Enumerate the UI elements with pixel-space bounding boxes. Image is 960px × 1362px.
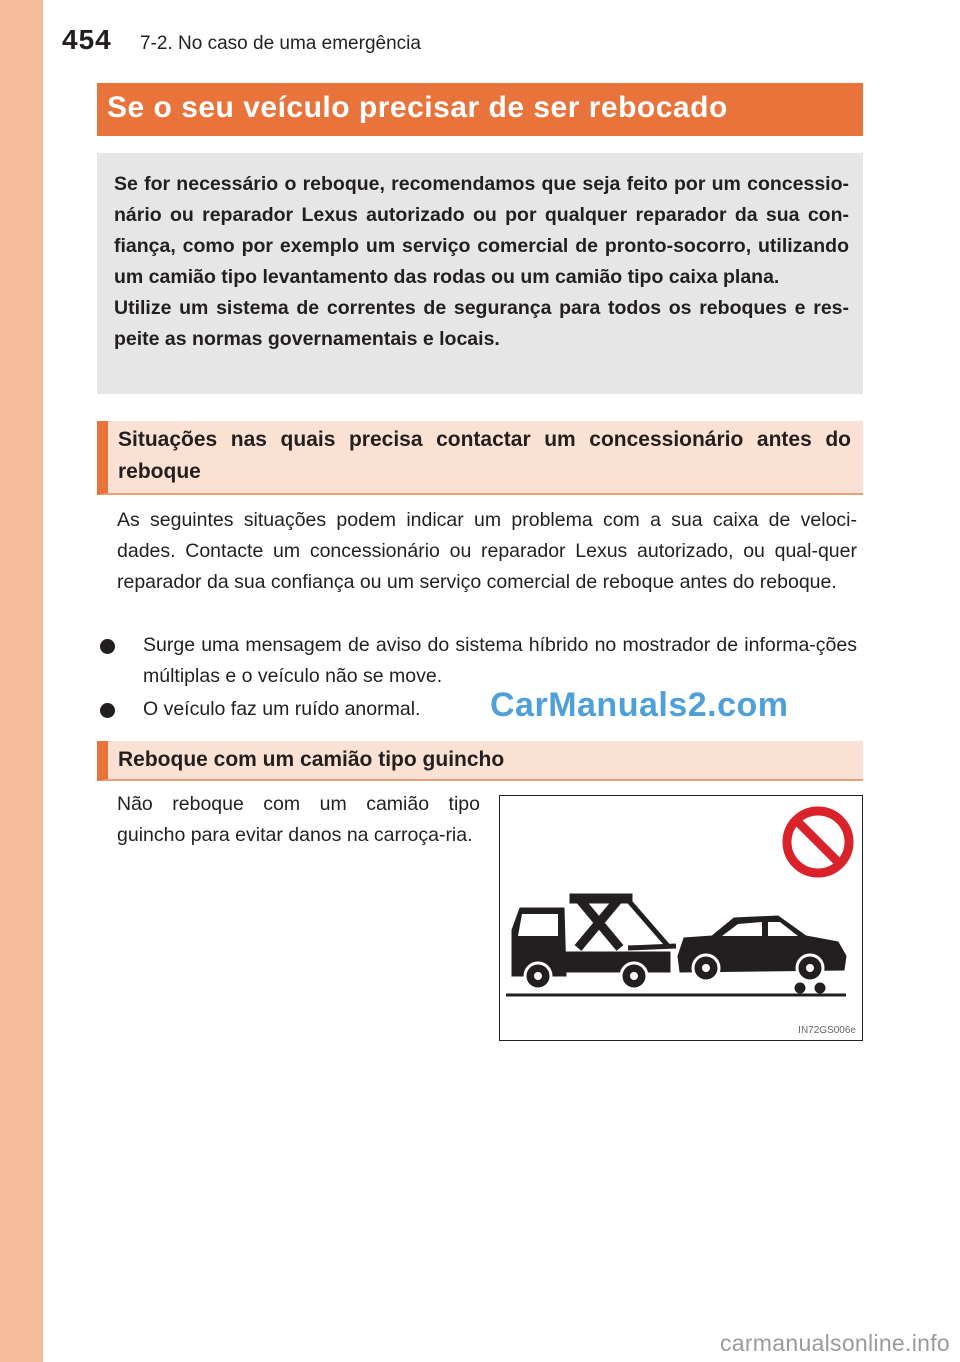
running-header: 7-2. No caso de uma emergência [140, 33, 421, 54]
section-2-body: Não reboque com um camião tipo guincho para evitar danos na carroça-ria. [117, 793, 480, 846]
bullet-text: O veículo faz um ruído anormal. [143, 698, 421, 720]
intro-paragraph-2: Utilize um sistema de correntes de segurança para todos os reboques e res-peite as normas governamentais e locais. [114, 297, 849, 350]
list-item [100, 630, 857, 692]
intro-box [97, 153, 863, 394]
intro-paragraph-1: Se for necessário o reboque, recomendamos que seja feito por um concessio-nário ou reparador Lexus autorizado ou por qualquer reparador da sua con-fiança, como por exemplo um serviço comercial de pronto-socorro, utilizando um camião tipo levantamento das rodas ou um camião tipo caixa plana. [114, 173, 849, 288]
car-icon [678, 916, 846, 993]
watermark: CarManuals2.com [490, 686, 789, 724]
bullet-text: Surge uma mensagem de aviso do sistema híbrido no mostrador de informa-ções múltiplas e o veículo não se move. [143, 634, 857, 687]
bullet-icon [100, 703, 115, 718]
tow-truck-drawing [500, 796, 862, 1040]
section-1-body: As seguintes situações podem indicar um problema com a sua caixa de veloci-dades. Contacte um concessionário ou reparador Lexus autorizado, ou qual-quer reparador da sua confiança ou um serviço comercial de reboque antes do reboque. [117, 509, 857, 593]
tow-truck-illustration [499, 795, 863, 1041]
side-tab-strip [0, 0, 43, 1362]
prohibition-icon [787, 811, 849, 873]
bullet-icon [100, 639, 115, 654]
page-number: 454 [62, 24, 112, 55]
tow-truck-icon [512, 894, 676, 989]
section-heading-dealer-contact: Situações nas quais precisa contactar um concessionário antes do reboque [97, 421, 863, 495]
footer-watermark: carmanualsonline.info [719, 1330, 950, 1356]
section-heading-tow-truck: Reboque com um camião tipo guincho [97, 741, 863, 781]
figure-code: IN72GS006e [798, 1025, 856, 1036]
page-title: Se o seu veículo precisar de ser rebocado [97, 83, 863, 136]
